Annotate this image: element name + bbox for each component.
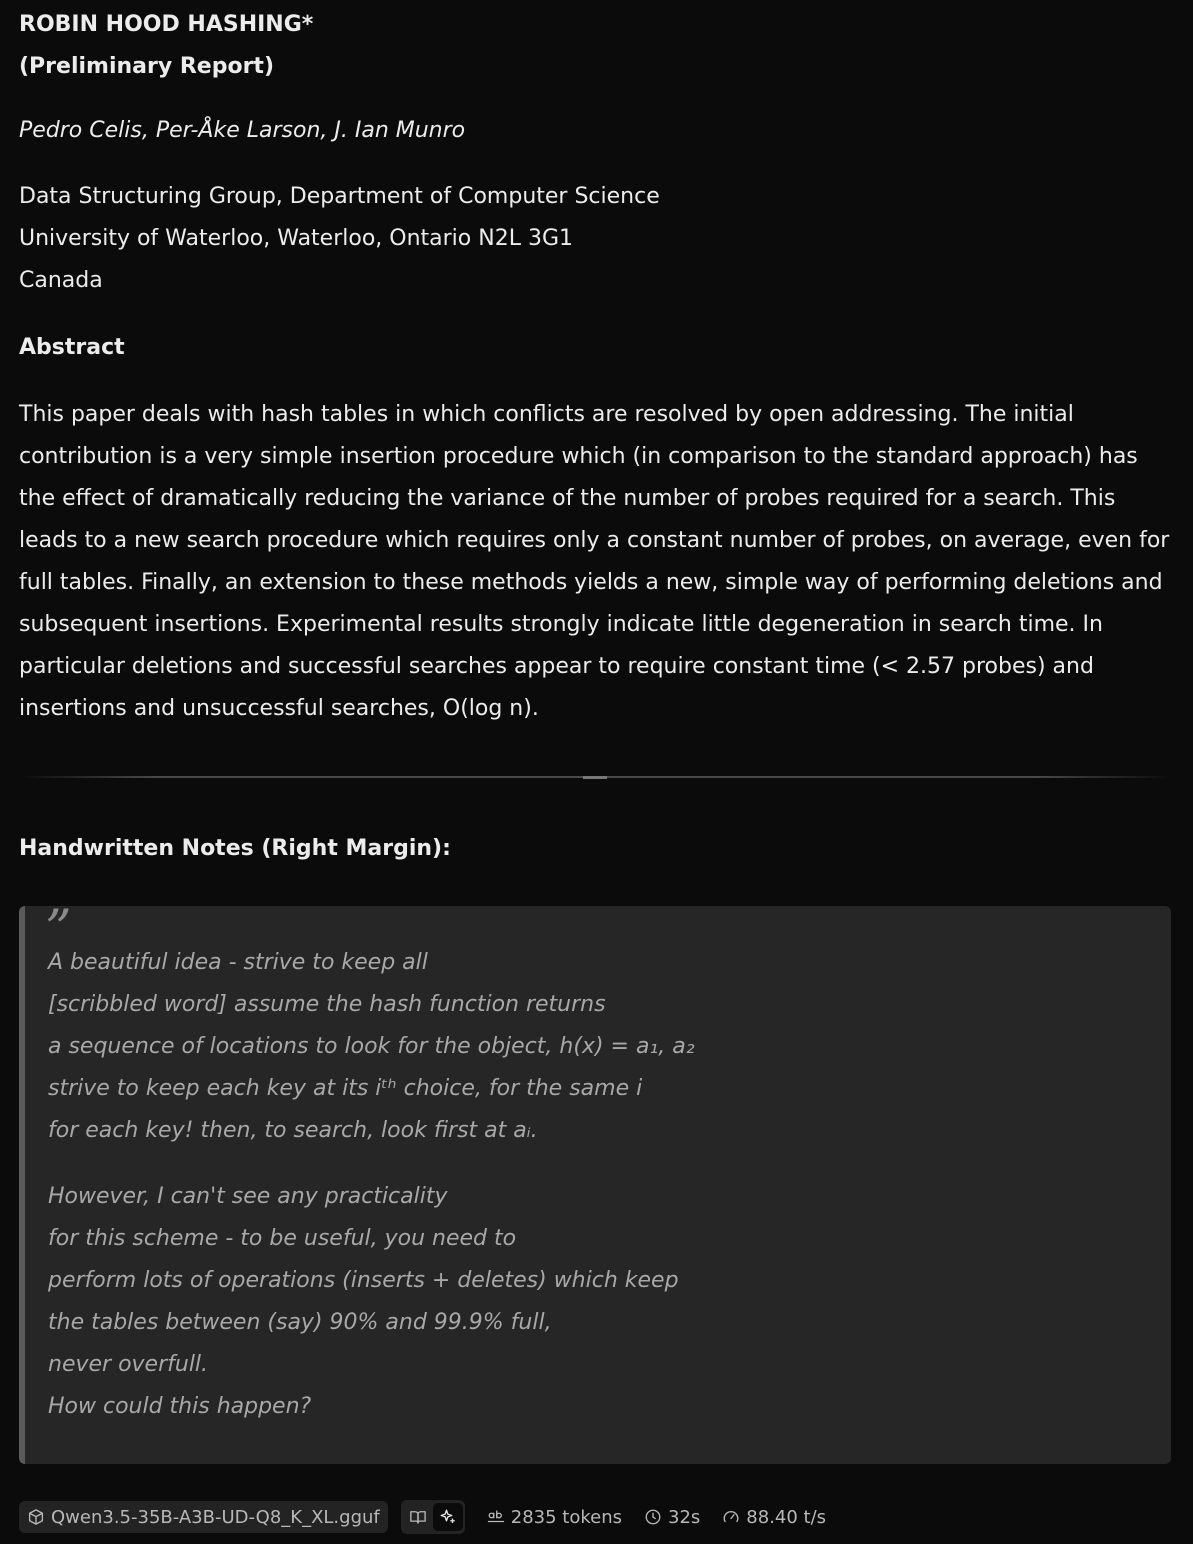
note-line: A beautiful idea - strive to keep all — [48, 950, 428, 975]
model-chip[interactable] — [19, 1501, 388, 1533]
abstract-heading: Abstract — [19, 335, 125, 360]
paper-subtitle: (Preliminary Report) — [19, 54, 274, 79]
sparkle-button[interactable] — [433, 1503, 463, 1531]
notes-blockquote — [19, 900, 1171, 1464]
gauge-icon — [722, 1508, 740, 1526]
cube-icon — [27, 1508, 45, 1526]
model-name: Qwen3.5-35B-A3B-UD-Q8_K_XL.gguf — [51, 1506, 380, 1528]
note-line: [scribbled word] assume the hash function returns — [48, 992, 606, 1017]
elapsed-time: 32s — [644, 1507, 700, 1528]
note-line: for this scheme - to be useful, you need to — [48, 1226, 517, 1251]
note-line: never overfull. — [48, 1352, 209, 1377]
notes-heading: Handwritten Notes (Right Margin): — [19, 836, 451, 861]
book-icon — [409, 1508, 427, 1526]
reading-mode-button[interactable] — [403, 1503, 433, 1531]
abstract-text: This paper deals with hash tables in which conflicts are resolved by open addressing. The initial contribution is a very simple insertion procedure which (in comparison to the standard approach) has the effect of dramatically reducing the variance of the number of probes required for a search. This leads to a new search procedure which requires only a constant number of probes, on average, even for full tables. Finally, an extension to these methods yields a new, simple way of performing deletions and subsequent insertions. Experimental results strongly indicate little degeneration in search time. In particular deletions and successful searches appear to require constant time (< 2.57 probes) and insertions and unsuccessful searches, O(log n). — [19, 402, 1170, 721]
affiliation-line: Canada — [19, 268, 103, 293]
clock-icon — [644, 1508, 662, 1526]
note-line: How could this happen? — [48, 1394, 312, 1419]
note-line: a sequence of locations to look for the object, h(x) = a₁, a₂ — [48, 1034, 695, 1059]
tokens-icon — [487, 1509, 505, 1525]
sparkle-icon — [439, 1508, 457, 1526]
message-footer — [19, 1500, 826, 1534]
note-line: for each key! then, to search, look first at aᵢ. — [48, 1118, 538, 1143]
divider-marker — [583, 776, 607, 779]
note-line: the tables between (say) 90% and 99.9% full, — [48, 1310, 552, 1335]
token-count: 2835 tokens — [487, 1507, 622, 1528]
paper-authors: Pedro Celis, Per-Åke Larson, J. Ian Munro — [19, 118, 466, 143]
affiliation-line: Data Structuring Group, Department of Computer Science — [19, 184, 660, 209]
quote-mark: ” — [45, 900, 72, 960]
note-line: perform lots of operations (inserts + deletes) which keep — [48, 1268, 679, 1293]
view-toggle-group — [401, 1500, 465, 1534]
paper-title: ROBIN HOOD HASHING* — [19, 12, 314, 37]
note-line: strive to keep each key at its iᵗʰ choice, for the same i — [48, 1076, 643, 1101]
affiliation-line: University of Waterloo, Waterloo, Ontario N2L 3G1 — [19, 226, 573, 251]
generation-speed: 88.40 t/s — [722, 1507, 826, 1528]
note-line: However, I can't see any practicality — [48, 1184, 448, 1209]
